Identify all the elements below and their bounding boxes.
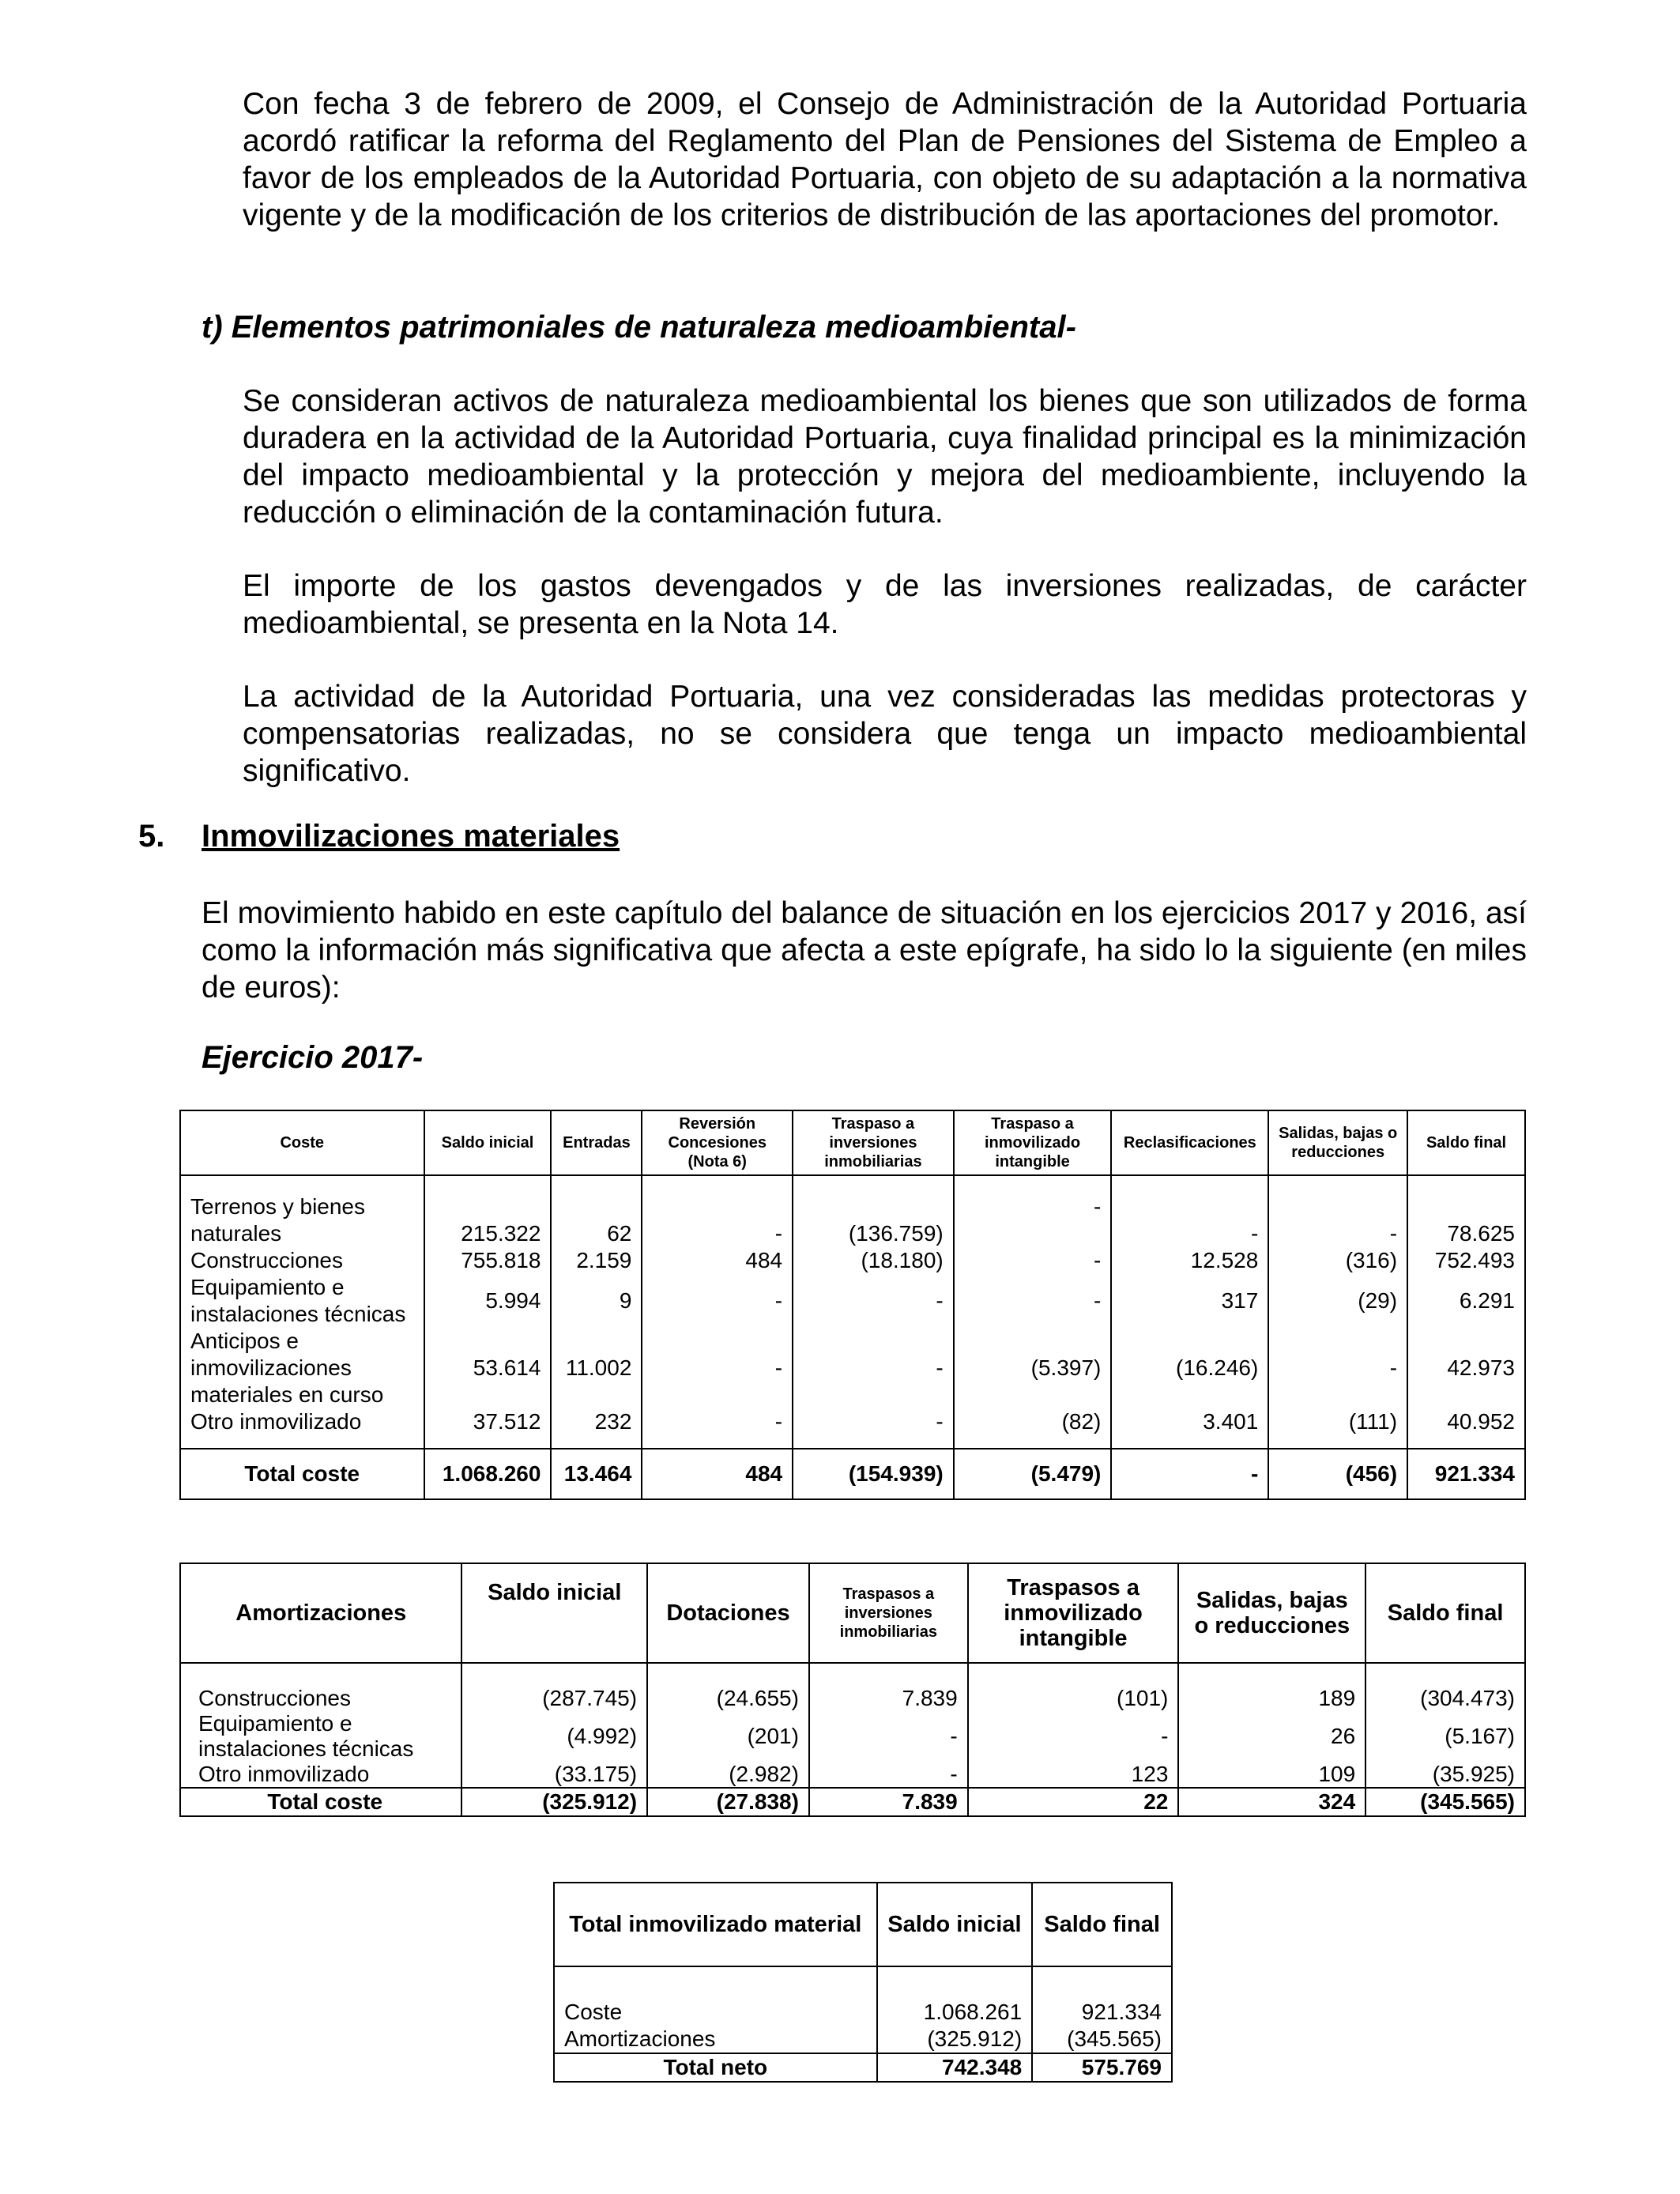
- row-label: Coste: [554, 1999, 877, 2026]
- total-cell: -: [1111, 1449, 1268, 1499]
- table-cell: (345.565): [1032, 2026, 1172, 2053]
- table-cell: (325.912): [877, 2026, 1033, 2053]
- total-cell: 575.769: [1032, 2053, 1172, 2082]
- table-cell: 53.614: [424, 1328, 552, 1408]
- table-cell: -: [1268, 1193, 1407, 1247]
- total-header-cell: Saldo final: [1032, 1883, 1172, 1966]
- coste-header-cell: Coste: [180, 1110, 424, 1175]
- row-label: Equipamiento e instalaciones técnicas: [180, 1711, 461, 1762]
- paragraph-environmental-expenses: El importe de los gastos devengados y de las inversiones realizadas, de carácter medioambiental, se presenta en la Nota 14.: [243, 569, 1527, 640]
- table-cell: -: [954, 1247, 1112, 1274]
- table-row: [180, 1247, 1525, 1274]
- table-cell: (18.180): [793, 1247, 954, 1274]
- row-label: Otro inmovilizado: [180, 1408, 424, 1435]
- table-cell: 5.994: [424, 1274, 552, 1328]
- section-number: 5.: [138, 819, 165, 854]
- total-cell: 22: [968, 1788, 1179, 1816]
- paragraph-pension-plan: Con fecha 3 de febrero de 2009, el Consejo de Administración de la Autoridad Portuaria acordó ratificar la reforma del Reglamento del Plan de Pensiones del Sistema de Empleo a favor de los empleados de la Autoridad Portuaria, con objeto de su adaptación a la normativa vigente y de la modificación de los criterios de distribución de las aportaciones del promotor.: [243, 87, 1527, 232]
- table-cell: 9: [551, 1274, 642, 1328]
- table-cell: 317: [1111, 1274, 1268, 1328]
- table-cell: 752.493: [1407, 1247, 1525, 1274]
- table-cell: 755.818: [424, 1247, 552, 1274]
- row-label: Equipamiento e instalaciones técnicas: [180, 1274, 424, 1328]
- table-cell: 109: [1178, 1762, 1365, 1788]
- total-cell: 921.334: [1407, 1449, 1525, 1499]
- amort-header-cell: Traspasos a inversiones inmobiliarias: [809, 1563, 968, 1663]
- table-cell: (304.473): [1365, 1686, 1525, 1711]
- total-row: [554, 2053, 1172, 2082]
- table-cell: 232: [551, 1408, 642, 1435]
- amort-header-cell: Amortizaciones: [180, 1563, 461, 1663]
- table-row: [180, 1274, 1525, 1328]
- table-cell: (287.745): [461, 1686, 647, 1711]
- table-cell: 11.002: [551, 1328, 642, 1408]
- table-cell: 12.528: [1111, 1247, 1268, 1274]
- amort-header-cell: Saldo final: [1365, 1563, 1525, 1663]
- row-label: Construcciones: [180, 1686, 461, 1711]
- table-cell: (29): [1268, 1274, 1407, 1328]
- table-cell: 62: [551, 1193, 642, 1247]
- total-cell: (27.838): [647, 1788, 809, 1816]
- table-cell: (33.175): [461, 1762, 647, 1788]
- table-row: [180, 1328, 1525, 1408]
- coste-table: [179, 1110, 1526, 1500]
- coste-header-cell: Salidas, bajas o reducciones: [1268, 1110, 1407, 1175]
- table-cell: 3.401: [1111, 1408, 1268, 1435]
- table-row: [180, 1762, 1525, 1788]
- table-cell: 6.291: [1407, 1274, 1525, 1328]
- total-cell: (325.912): [461, 1788, 647, 1816]
- table-cell: 484: [642, 1247, 793, 1274]
- coste-header-cell: Saldo inicial: [424, 1110, 552, 1175]
- table-cell: 37.512: [424, 1408, 552, 1435]
- section-heading: [138, 819, 620, 854]
- total-row: [180, 1449, 1525, 1499]
- heading-environmental-assets: t) Elementos patrimoniales de naturaleza medioambiental-: [202, 310, 1076, 345]
- table-row: [180, 1408, 1525, 1435]
- table-cell: -: [809, 1711, 968, 1762]
- table-cell: (4.992): [461, 1711, 647, 1762]
- table-cell: 40.952: [1407, 1408, 1525, 1435]
- total-cell: (5.479): [954, 1449, 1112, 1499]
- total-label: Total coste: [180, 1788, 461, 1816]
- table-cell: (201): [647, 1711, 809, 1762]
- row-label: Construcciones: [180, 1247, 424, 1274]
- table-cell: -: [642, 1408, 793, 1435]
- table-row: [180, 1193, 1525, 1247]
- section-title: Inmovilizaciones materiales: [202, 819, 620, 854]
- table-cell: -: [793, 1408, 954, 1435]
- table-cell: -: [642, 1328, 793, 1408]
- table-cell: 189: [1178, 1686, 1365, 1711]
- table-cell: (24.655): [647, 1686, 809, 1711]
- total-cell: (456): [1268, 1449, 1407, 1499]
- table-cell: -: [954, 1274, 1112, 1328]
- row-label: Anticipos e inmovilizaciones materiales en curso: [180, 1328, 424, 1408]
- table-row: [180, 1686, 1525, 1711]
- row-label: Amortizaciones: [554, 2026, 877, 2053]
- total-cell: (154.939): [793, 1449, 954, 1499]
- coste-header-row: [180, 1110, 1525, 1175]
- paragraph-environmental-impact: La actividad de la Autoridad Portuaria, una vez consideradas las medidas protectoras y compensatorias realizadas, no se considera que tenga un impacto medioambiental significativo.: [243, 680, 1527, 788]
- table-cell: 2.159: [551, 1247, 642, 1274]
- table-cell: 921.334: [1032, 1999, 1172, 2026]
- table-cell: (5.397): [954, 1328, 1112, 1408]
- amort-header-cell: Traspasos a inmovilizado intangible: [968, 1563, 1179, 1663]
- table-cell: -: [793, 1328, 954, 1408]
- row-label: Terrenos y bienes naturales: [180, 1193, 424, 1247]
- amort-header-row: [180, 1563, 1525, 1663]
- table-cell: (35.925): [1365, 1762, 1525, 1788]
- table-cell: 7.839: [809, 1686, 968, 1711]
- paragraph-movement-intro: El movimiento habido en este capítulo del balance de situación en los ejercicios 2017 y 2016, así como la información más significativa que afecta a este epígrafe, ha sido lo la siguiente (en miles de euros):: [202, 896, 1527, 1005]
- total-header-cell: Saldo inicial: [877, 1883, 1033, 1966]
- amort-header-cell: Salidas, bajas o reducciones: [1178, 1563, 1365, 1663]
- total-inmovilizado-table: [553, 1882, 1173, 2083]
- table-row: [180, 1711, 1525, 1762]
- table-cell: (136.759): [793, 1193, 954, 1247]
- amortizaciones-table: [179, 1563, 1526, 1817]
- amort-header-cell: Dotaciones: [647, 1563, 809, 1663]
- table-cell: -: [1111, 1193, 1268, 1247]
- total-cell: 7.839: [809, 1788, 968, 1816]
- coste-header-cell: Saldo final: [1407, 1110, 1525, 1175]
- total-cell: 1.068.260: [424, 1449, 552, 1499]
- table-cell: (101): [968, 1686, 1179, 1711]
- total-header-row: [554, 1883, 1172, 1966]
- total-cell: 484: [642, 1449, 793, 1499]
- table-cell: (82): [954, 1408, 1112, 1435]
- amort-header-cell: Saldo inicial: [461, 1563, 647, 1663]
- total-label: Total coste: [180, 1449, 424, 1499]
- total-cell: 324: [1178, 1788, 1365, 1816]
- total-label: Total neto: [554, 2053, 877, 2082]
- total-row: [180, 1788, 1525, 1816]
- table-cell: (111): [1268, 1408, 1407, 1435]
- total-header-cell: Total inmovilizado material: [554, 1883, 877, 1966]
- total-cell: 13.464: [551, 1449, 642, 1499]
- table-cell: -: [809, 1762, 968, 1788]
- table-cell: -: [642, 1193, 793, 1247]
- table-row: [554, 2026, 1172, 2053]
- table-cell: 26: [1178, 1711, 1365, 1762]
- table-cell: 123: [968, 1762, 1179, 1788]
- table-cell: 42.973: [1407, 1328, 1525, 1408]
- table-cell: (316): [1268, 1247, 1407, 1274]
- table-cell: -: [793, 1274, 954, 1328]
- table-row: [554, 1999, 1172, 2026]
- coste-header-cell: Traspaso a inmovilizado intangible: [954, 1110, 1112, 1175]
- heading-ejercicio-2017: Ejercicio 2017-: [202, 1040, 424, 1075]
- table-cell: 1.068.261: [877, 1999, 1033, 2026]
- table-cell: 78.625: [1407, 1193, 1525, 1247]
- total-cell: (345.565): [1365, 1788, 1525, 1816]
- table-cell: 215.322: [424, 1193, 552, 1247]
- table-cell: -: [954, 1193, 1112, 1247]
- table-cell: (5.167): [1365, 1711, 1525, 1762]
- table-cell: (16.246): [1111, 1328, 1268, 1408]
- coste-header-cell: Entradas: [551, 1110, 642, 1175]
- coste-header-cell: Reversión Concesiones (Nota 6): [642, 1110, 793, 1175]
- table-cell: -: [642, 1274, 793, 1328]
- table-cell: -: [968, 1711, 1179, 1762]
- table-cell: (2.982): [647, 1762, 809, 1788]
- table-cell: -: [1268, 1328, 1407, 1408]
- paragraph-environmental-definition: Se consideran activos de naturaleza medioambiental los bienes que son utilizados de forma duradera en la actividad de la Autoridad Portuaria, cuya finalidad principal es la minimización del impacto medioambiental y la protección y mejora del medioambiente, incluyendo la reducción o eliminación de la contaminación futura.: [243, 384, 1527, 530]
- row-label: Otro inmovilizado: [180, 1762, 461, 1788]
- coste-header-cell: Traspaso a inversiones inmobiliarias: [793, 1110, 954, 1175]
- coste-header-cell: Reclasificaciones: [1111, 1110, 1268, 1175]
- total-cell: 742.348: [877, 2053, 1033, 2082]
